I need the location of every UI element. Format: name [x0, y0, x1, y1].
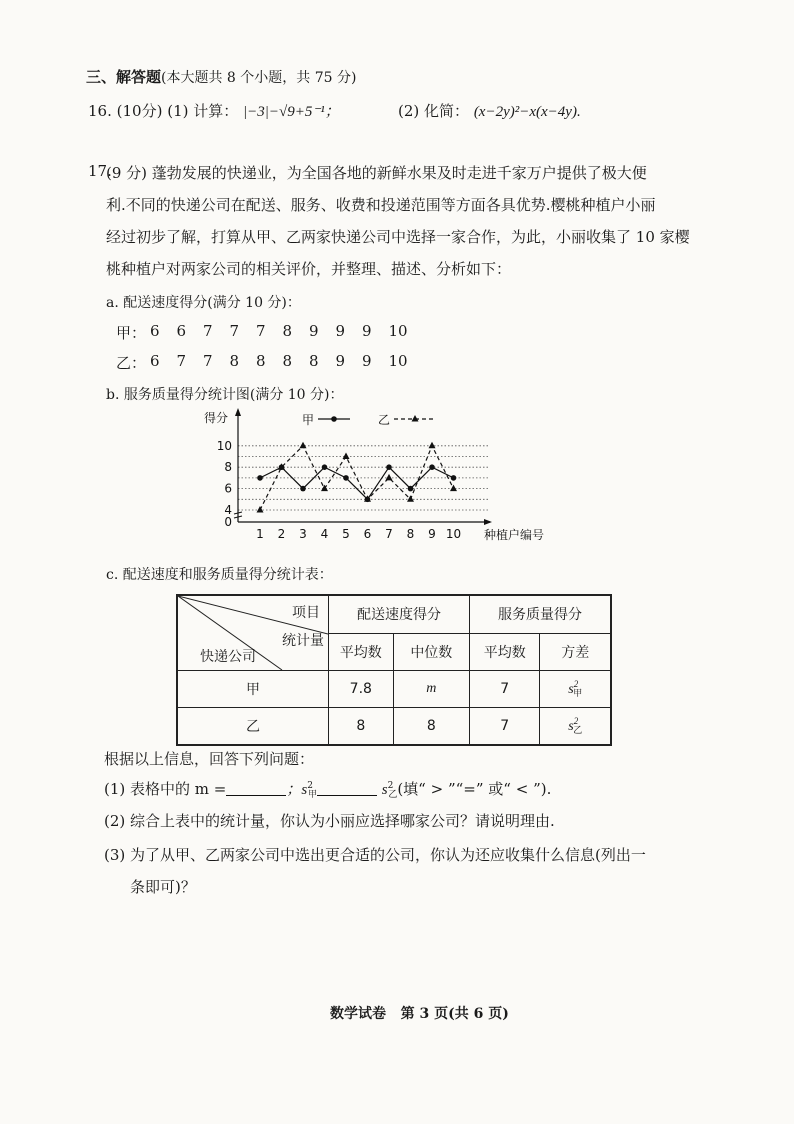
legend-marker-yi: [412, 415, 419, 422]
jia-speed-score: 6: [150, 322, 160, 340]
header-item: 项目: [292, 605, 320, 621]
header-group-service: 服务质量得分: [470, 595, 612, 633]
yi-speed-score: 9: [335, 352, 346, 370]
q1-text-d: (填“ > ”“=” 或“ < ”).: [397, 780, 552, 798]
table-row-yi: [177, 708, 611, 746]
row-name-jia: 甲: [177, 671, 329, 708]
yi-speed-score: 8: [256, 352, 266, 370]
jia-speed-row: [116, 322, 146, 343]
q1-sub-1: 甲: [307, 790, 317, 800]
row-name-yi: 乙: [177, 708, 329, 746]
variance-symbol: s: [568, 682, 574, 697]
data-point-jia: [408, 486, 414, 492]
data-point-yi: [343, 453, 350, 460]
variance-subscript: 甲: [573, 688, 583, 698]
jia-speed-score: 7: [203, 322, 213, 340]
yi-speed-mean: 8: [329, 708, 394, 746]
q1-sub-2: 乙: [388, 790, 398, 800]
x-tick-label: 6: [363, 527, 372, 541]
yi-speed-score: 10: [388, 352, 408, 370]
yi-speed-score: 7: [176, 352, 187, 370]
yi-service-mean: 7: [470, 708, 540, 746]
jia-service-mean: 7: [470, 671, 540, 708]
yi-speed-score: 9: [362, 352, 372, 370]
variance-subscript: 乙: [573, 725, 583, 735]
x-tick-label: 1: [256, 527, 264, 541]
q17-number: 17.: [88, 162, 112, 180]
yi-speed-median: 8: [393, 708, 469, 746]
data-point-jia: [429, 464, 435, 470]
question-16: [88, 100, 340, 121]
jia-speed-score: 9: [362, 322, 372, 340]
q16-part2-label: (2) 化简：: [398, 102, 470, 120]
data-point-yi: [300, 442, 307, 449]
x-axis-arrow: [484, 519, 492, 525]
q17-intro-line-3: 经过初步了解，打算从甲、乙两家快递公司中选择一家合作，为此，小丽收集了 10 家樱: [106, 228, 690, 246]
series-line-jia: [260, 467, 454, 499]
x-tick-label: 4: [320, 527, 329, 541]
q17-intro-line-4: 桃种植户对两家公司的相关评价，并整理、描述、分析如下：: [106, 260, 512, 278]
sub-question-3-line-1: (3) 为了从甲、乙两家公司中选出更合适的公司，你认为还应收集什么信息(列出一: [104, 846, 646, 864]
legend-label-yi: 乙: [378, 413, 391, 427]
y-tick-label: 10: [216, 438, 232, 453]
part-b-title: b. 服务质量得分统计图(满分 10 分)：: [106, 387, 344, 403]
data-point-jia: [386, 464, 392, 470]
q17-intro-line-2: 利.不同的快递公司在配送、服务、收费和投递范围等方面各具优势.樱桃种植户小丽: [106, 196, 656, 214]
yi-speed-score: 7: [203, 352, 213, 370]
data-point-jia: [322, 464, 328, 470]
statistics-table: [176, 594, 612, 746]
q1-sup-1: 2: [307, 781, 313, 791]
yi-speed-score: 6: [150, 352, 160, 370]
jia-service-variance: [540, 671, 611, 708]
q16-number: 16.: [88, 102, 112, 120]
q1-text-c: s: [381, 782, 388, 798]
yi-speed-score: 8: [309, 352, 319, 370]
legend-marker-jia: [331, 416, 337, 422]
data-point-jia: [343, 475, 349, 481]
data-point-jia: [300, 486, 306, 492]
x-tick-label: 3: [299, 527, 307, 541]
data-point-yi: [450, 485, 457, 492]
q16-part2-expression: (x−2y)²−x(x−4y).: [473, 104, 581, 120]
jia-speed-mean: 7.8: [329, 671, 394, 708]
part-c-title: c. 配送速度和服务质量得分统计表：: [106, 567, 333, 583]
question-16-part2: [398, 100, 581, 121]
data-point-jia: [257, 475, 263, 481]
subheader-service-mean: 平均数: [470, 633, 540, 671]
variance-symbol: s: [568, 719, 574, 734]
subheader-service-variance: 方差: [540, 633, 611, 671]
q1-sup-2: 2: [387, 781, 394, 791]
data-point-jia: [451, 475, 457, 481]
data-point-yi: [429, 442, 436, 449]
q16-part1-expression: |−3|−√9+5⁻¹；: [243, 104, 340, 120]
data-point-yi: [257, 506, 264, 513]
jia-speed-score: 7: [256, 322, 266, 340]
diagonal-header-cell: [177, 595, 329, 671]
x-tick-label: 2: [277, 527, 286, 541]
x-axis-label: 种植户编号: [484, 528, 545, 542]
section-title: 三、解答题: [86, 68, 162, 86]
page-footer: 数学试卷 第 3 页(共 6 页): [330, 1006, 509, 1022]
table-row-jia: [177, 671, 611, 708]
subheader-speed-mean: 平均数: [329, 633, 394, 671]
jia-speed-median: m: [393, 671, 469, 708]
variance-superscript: 2: [573, 679, 579, 689]
y-tick-label: 8: [224, 460, 232, 475]
x-tick-label: 8: [406, 527, 415, 541]
jia-speed-score: 9: [309, 322, 319, 340]
jia-speed-score: 10: [388, 322, 408, 340]
part-a-title: a. 配送速度得分(满分 10 分)：: [106, 295, 301, 311]
service-quality-line-chart: [200, 408, 570, 548]
x-tick-label: 7: [385, 527, 393, 541]
data-point-yi: [386, 474, 393, 481]
jia-speed-score: 6: [176, 322, 187, 340]
answer-blank-m[interactable]: [226, 781, 286, 796]
y-axis-label: 得分: [204, 411, 229, 425]
yi-speed-score: 8: [229, 352, 240, 370]
yi-speed-score: 8: [282, 352, 293, 370]
q1-text-b: ；s: [286, 782, 308, 798]
sub-question-1: [104, 778, 551, 800]
questions-lead: 根据以上信息，回答下列问题：: [104, 750, 315, 768]
x-tick-label: 9: [428, 527, 436, 541]
legend-label-jia: 甲: [302, 413, 315, 427]
subheader-speed-median: 中位数: [393, 633, 469, 671]
table-header-row-1: [177, 595, 611, 633]
x-tick-label: 10: [445, 527, 462, 541]
sub-question-2: (2) 综合上表中的统计量，你认为小丽应选择哪家公司？请说明理由.: [104, 812, 555, 830]
variance-superscript: 2: [573, 716, 579, 726]
y-tick-label: 0: [224, 515, 232, 529]
q1-text-a: (1) 表格中的 m =: [104, 780, 227, 798]
jia-label: 甲：: [116, 324, 147, 342]
jia-speed-score: 7: [229, 322, 240, 340]
x-tick-label: 5: [342, 527, 350, 541]
section-note: (本大题共 8 个小题，共 75 分): [161, 70, 357, 86]
yi-label: 乙：: [116, 354, 147, 372]
data-point-yi: [321, 485, 328, 492]
header-stat: 统计量: [282, 633, 324, 649]
yi-service-variance: [540, 708, 611, 746]
jia-speed-score: 9: [335, 322, 346, 340]
q17-intro-line-1: (9 分) 蓬勃发展的快递业，为全国各地的新鲜水果及时走进千家万户提供了极大便: [106, 164, 647, 182]
answer-blank-compare[interactable]: [317, 781, 377, 796]
q16-points: (10分): [116, 102, 163, 120]
header-company: 快递公司: [200, 649, 256, 665]
jia-speed-score: 8: [282, 322, 293, 340]
section-heading: [86, 66, 356, 87]
sub-question-3-line-2: 条即可)？: [130, 878, 196, 896]
y-tick-label: 6: [224, 481, 232, 496]
header-group-speed: 配送速度得分: [329, 595, 470, 633]
y-tick-label: 4: [224, 503, 232, 517]
yi-speed-row: [116, 352, 146, 373]
q16-part1-label: (1) 计算：: [167, 102, 239, 120]
y-axis-arrow: [235, 408, 241, 416]
